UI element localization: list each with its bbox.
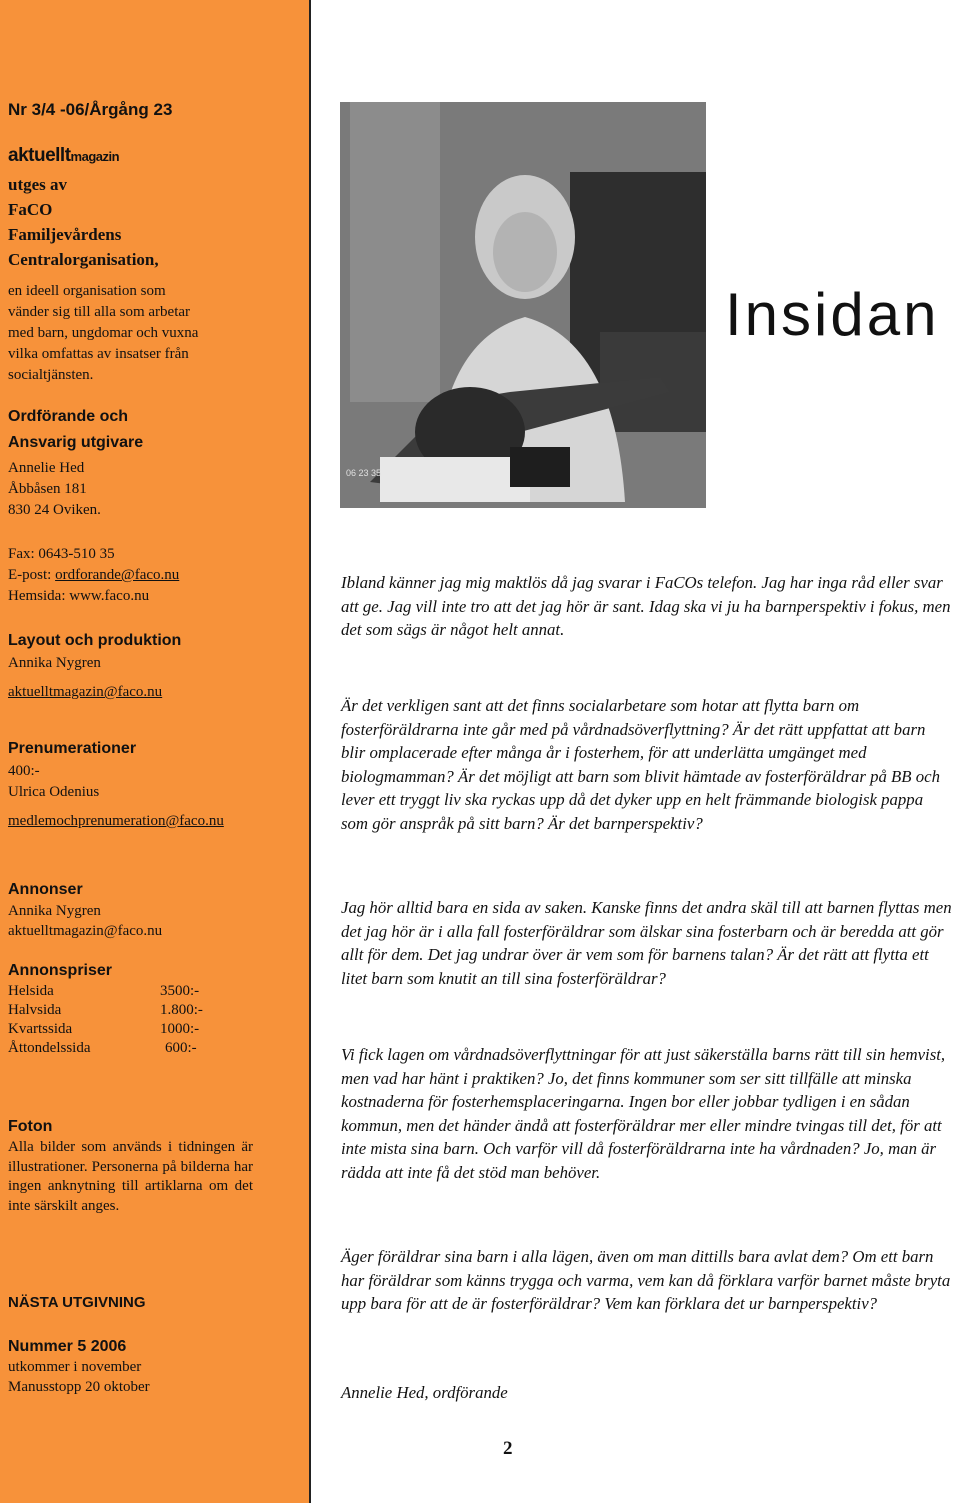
- layout-heading: Layout och produktion: [8, 632, 182, 649]
- photo-timestamp: 06 23 35: [346, 468, 382, 478]
- price-row: [8, 1001, 203, 1020]
- photo-notice-section: [8, 1116, 253, 1216]
- article-paragraph: Jag hör alltid bara en sida av saken. Kanske finns det andra skäl till att barnen flyttas men det jag hör är i alla fall fosterföräldrar som älskar sina fosterbarn och är beredda att gör allt för dem. Det jag undrar över är vem som för barnens talan? Är det rätt att flytta ett litet barn som knutit an till sina fosterföräldrar?: [341, 898, 952, 988]
- price-label: Halvsida: [8, 1002, 62, 1018]
- price-label: Helsida: [8, 983, 54, 999]
- publisher-line: Familjevårdens: [8, 225, 122, 244]
- ads-section: [8, 879, 304, 941]
- subscription-name: Ulrica Odenius: [8, 784, 100, 800]
- website-link[interactable]: Hemsida: www.faco.nu: [8, 588, 150, 604]
- chair-street: Åbbåsen 181: [8, 481, 87, 497]
- ad-prices-table: [8, 982, 203, 1058]
- blurb-line: socialtjänsten.: [8, 367, 94, 383]
- contact-section: [8, 544, 304, 607]
- layout-section: [8, 629, 304, 703]
- publisher-line: FaCO: [8, 200, 53, 219]
- next-issue-deadline: Manusstopp 20 oktober: [8, 1379, 150, 1395]
- subscription-heading: Prenumerationer: [8, 740, 137, 757]
- ad-prices-heading: Annonspriser: [8, 962, 113, 979]
- price-label: Åttondelssida: [8, 1040, 91, 1056]
- ads-email[interactable]: aktuelltmagazin@faco.nu: [8, 923, 163, 939]
- logo-small: magazin: [70, 149, 120, 164]
- chair-heading-line: Ordförande och: [8, 408, 129, 425]
- price-row: [8, 1020, 203, 1039]
- ad-prices-section: [8, 960, 304, 1058]
- price-row: [8, 1039, 203, 1058]
- chair-city: 830 24 Oviken.: [8, 502, 101, 518]
- blurb-line: vänder sig till alla som arbetar: [8, 304, 191, 320]
- price-label: Kvartssida: [8, 1021, 73, 1037]
- publisher-line: Centralorganisation,: [8, 250, 159, 269]
- subscription-price: 400:-: [8, 763, 40, 779]
- article-paragraph: Äger föräldrar sina barn i alla lägen, även om man dittills bara avlat dem? Om ett barn har föräldrar som känns trygga och varma, vem kan då förklara varför barnet måste bryta upp bara för att de är fosterföräldrar? Vem kan förklara det ur barnperspektiv?: [341, 1247, 951, 1313]
- article-paragraph: Ibland känner jag mig maktlös då jag svarar i FaCOs telefon. Jag har inga råd eller svar att ge. Jag vill inte tro att det jag hör är sant. Idag ska vi ju ha barnperspektiv i fokus, men det som sägs är något helt annat.: [341, 573, 951, 639]
- price-value: 1.800:-: [160, 1002, 203, 1018]
- fax-number: Fax: 0643-510 35: [8, 546, 115, 562]
- price-value: 600:-: [165, 1040, 197, 1056]
- chair-heading-line: Ansvarig utgivare: [8, 434, 144, 451]
- organisation-blurb: [8, 281, 304, 386]
- article-signature: Annelie Hed, ordförande: [341, 1383, 508, 1402]
- blurb-line: en ideell organisation som: [8, 283, 166, 299]
- photo-notice-heading: Foton: [8, 1118, 53, 1135]
- magazine-logo: [8, 145, 304, 167]
- subscription-section: [8, 737, 304, 832]
- layout-name: Annika Nygren: [8, 655, 101, 671]
- next-issue-month: utkommer i november: [8, 1359, 142, 1375]
- blurb-line: vilka omfattas av insatser från: [8, 346, 189, 362]
- sidebar-panel: [0, 0, 311, 1503]
- blurb-line: med barn, ungdomar och vuxna: [8, 325, 199, 341]
- publisher-line: utges av: [8, 175, 68, 194]
- email-label: E-post:: [8, 567, 56, 583]
- next-issue-heading: NÄSTA UTGIVNING: [8, 1294, 146, 1311]
- issue-number: Nr 3/4 -06/Årgång 23: [8, 100, 173, 119]
- photo-notice-text: Alla bilder som används i tidningen är illustrationer. Personerna på bilderna har ingen anknytning till artiklarna om det inte särskilt anges.: [8, 1139, 253, 1214]
- price-value: 3500:-: [160, 983, 200, 999]
- layout-email-link[interactable]: aktuelltmagazin@faco.nu: [8, 684, 163, 700]
- email-row: [8, 565, 304, 586]
- article-paragraph: Är det verkligen sant att det finns socialarbetare som hotar att flytta barn om fosterföräldrarna inte går med på vårdnadsöverflyttning? Är det rätt uppfattat att barn blir omplacerade efter många år i fosterhem, för att underlätta umgänget med biologmamman? Är det möjligt att barn som blivit hämtade av fosterföräldrar på BB och lever ett tryggt liv ska ryckas upp då det dyker upp en helt främmande biologisk pappa som gör anspråk på sitt barn? Är det barnperspektiv?: [341, 696, 940, 833]
- ads-heading: Annonser: [8, 881, 83, 898]
- next-issue-section: [8, 1294, 304, 1397]
- page-number: 2: [503, 1438, 513, 1459]
- chair-section: [8, 404, 304, 521]
- page-title: Insidan: [725, 281, 940, 348]
- publisher-block: [8, 172, 304, 272]
- price-value: 1000:-: [160, 1021, 200, 1037]
- article-paragraph: Vi fick lagen om vårdnadsöverflyttningar för att just säkerställa barns rätt till sin hemvist, men vad har hänt i praktiken? Jo, det finns kommuner som ser sitt tillfälle att minska kostnaderna för fosterhemsplaceringarna. Ingen bor eller jobbar tydligen i en sådan kommun, men det händer ändå att fosterföräldrar mer eller mindre tvingas till det, för att inte mista sina barn. Och varför vill då fosterföräldrarna inte ha vårdnaden? Jo, man är rädda att inte få det stöd man behöver.: [341, 1045, 946, 1182]
- photo-illustration: [340, 102, 706, 508]
- subscription-email-link[interactable]: medlemochprenumeration@faco.nu: [8, 813, 224, 829]
- portrait-photo: [340, 102, 706, 508]
- ads-name: Annika Nygren: [8, 903, 101, 919]
- logo-main: aktuellt: [8, 145, 71, 166]
- price-row: [8, 982, 203, 1001]
- chair-name: Annelie Hed: [8, 460, 85, 476]
- email-link[interactable]: ordforande@faco.nu: [55, 567, 180, 583]
- next-issue-number: Nummer 5 2006: [8, 1338, 127, 1355]
